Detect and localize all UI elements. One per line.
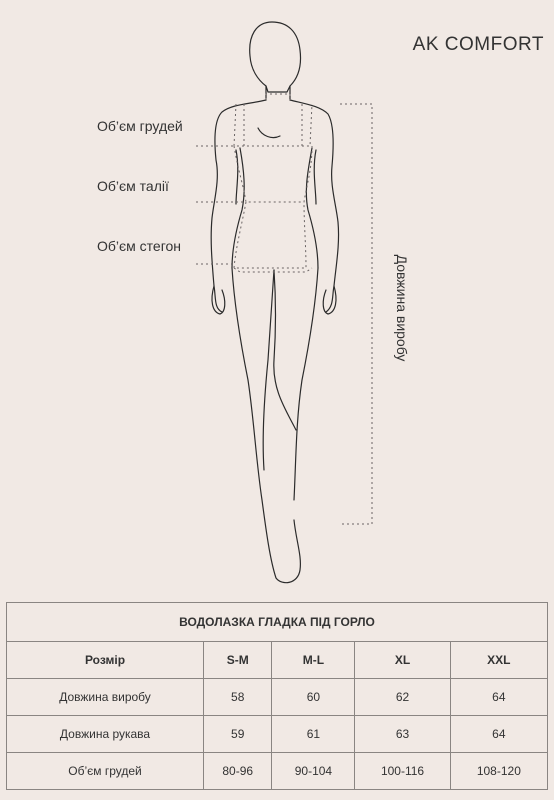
table-cell: 58: [204, 679, 272, 716]
table-cell: 80-96: [204, 753, 272, 790]
table-cell: 64: [450, 679, 547, 716]
table-cell: 63: [355, 716, 450, 753]
header-cell: XXL: [450, 642, 547, 679]
table-cell: 60: [272, 679, 355, 716]
header-cell: XL: [355, 642, 450, 679]
table-row: [7, 753, 548, 790]
table-cell: 64: [450, 716, 547, 753]
label-waist: Об’єм талії: [97, 178, 169, 194]
table-cell: 100-116: [355, 753, 450, 790]
table-row: [7, 679, 548, 716]
table-cell: 90-104: [272, 753, 355, 790]
row-label: Довжина рукава: [7, 716, 204, 753]
size-table: [6, 602, 548, 790]
label-chest: Об’єм грудей: [97, 118, 183, 134]
table-cell: 62: [355, 679, 450, 716]
header-cell: M-L: [272, 642, 355, 679]
table-cell: 108-120: [450, 753, 547, 790]
table-cell: 61: [272, 716, 355, 753]
table-title: ВОДОЛАЗКА ГЛАДКА ПІД ГОРЛО: [7, 603, 548, 642]
table-header-row: [7, 642, 548, 679]
row-label: Довжина виробу: [7, 679, 204, 716]
label-hips: Об’єм стегон: [97, 238, 182, 254]
table-cell: 59: [204, 716, 272, 753]
header-cell: S-M: [204, 642, 272, 679]
row-label: Об’єм грудей: [7, 753, 204, 790]
brand-title: AK COMFORT: [412, 34, 544, 55]
header-cell: Розмір: [7, 642, 204, 679]
table-row: [7, 716, 548, 753]
label-length: Довжина виробу: [394, 254, 410, 362]
